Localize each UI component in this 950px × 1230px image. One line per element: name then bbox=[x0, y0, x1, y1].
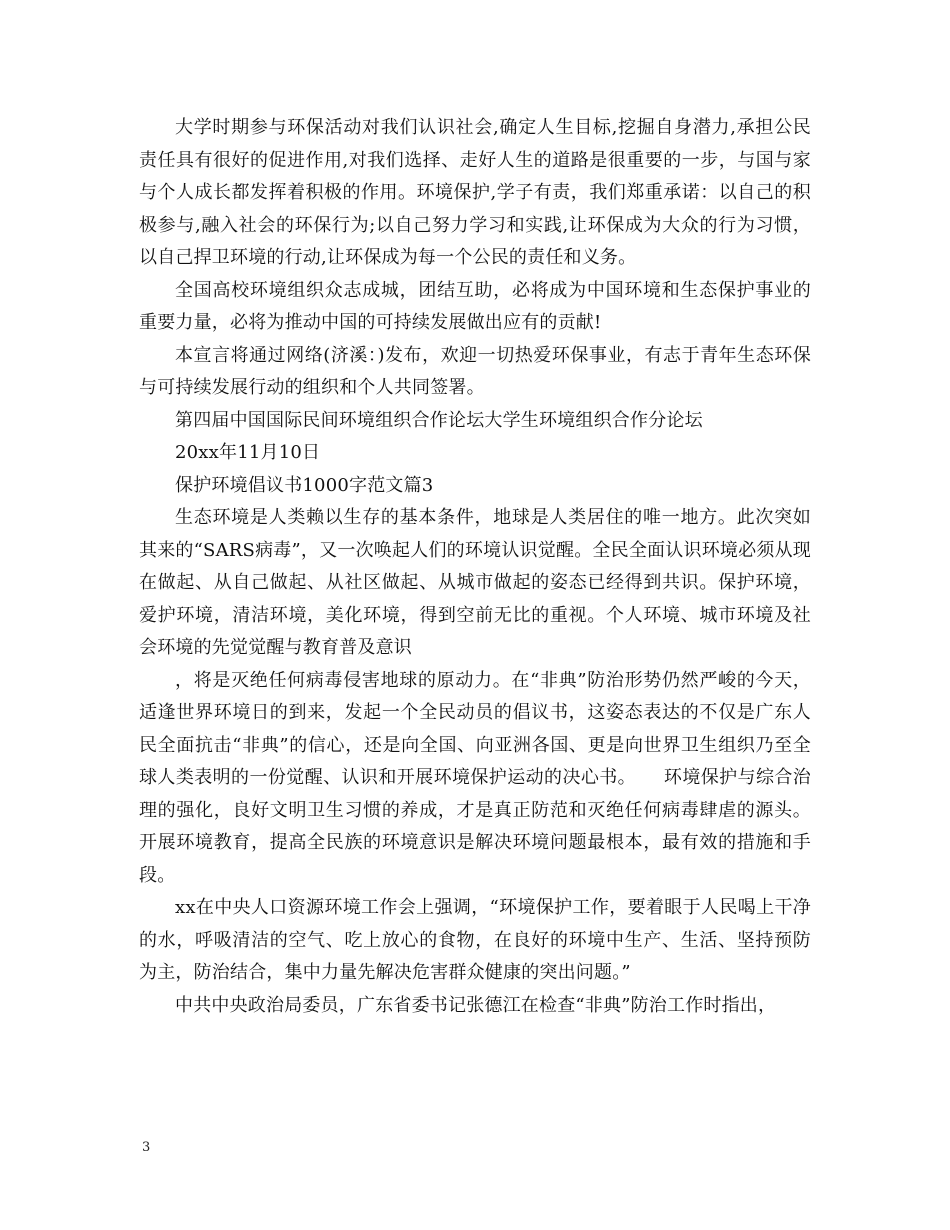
page-number: 3 bbox=[142, 1140, 151, 1155]
paragraph-sars: ，将是灭绝任何病毒侵害地球的原动力。在“非典”防治形势仍然严峻的今天，适逢世界环境日的到来，发起一个全民动员的倡议书，这姿态表达的不仅是广东人民全面抗击“非典”的信心，还是向全国、向亚洲各国、更是向世界卫生组织乃至全球人类表明的一份觉醒、认识和开展环境保护运动的决心书。 环境保护与综合治理的强化，良好文明卫生习惯的养成，才是真正防范和灭绝任何病毒肆虐的源头。开展环境教育，提高全民族的环境意识是解决环境问题最根本，最有效的措施和手段。 bbox=[139, 669, 811, 886]
document-body bbox=[139, 112, 811, 1022]
paragraph-commitment: 大学时期参与环保活动对我们认识社会,确定人生目标,挖掘自身潜力,承担公民责任具有很好的促进作用,对我们选择、走好人生的道路是很重要的一步，与国与家与个人成长都发挥着积极的作用。环境保护,学子有责，我们郑重承诺：以自己的积极参与,融入社会的环保行为;以自己努力学习和实践,让环保成为大众的行为习惯，以自己捍卫环境的行动,让环保成为每一个公民的责任和义务。 bbox=[139, 117, 811, 268]
paragraph-contribution: 全国高校环境组织众志成城，团结互助，必将成为中国环境和生态保护事业的重要力量，必将为推动中国的可持续发展做出应有的贡献! bbox=[139, 279, 811, 333]
paragraph-inspection: 中共中央政治局委员，广东省委书记张德江在检查“非典”防治工作时指出， bbox=[175, 994, 777, 1016]
paragraph-speech: xx在中央人口资源环境工作会上强调，“环境保护工作，要着眼于人民喝上干净的水，呼吸清洁的空气、吃上放心的食物，在良好的环境中生产、生活、坚持预防为主，防治结合，集中力量先解决危害群众健康的突出问题。” bbox=[139, 897, 811, 983]
paragraph-declaration: 本宣言将通过网络(济溪：)发布，欢迎一切热爱环保事业，有志于青年生态环保与可持续发展行动的组织和个人共同签署。 bbox=[139, 344, 811, 398]
paragraph-section-title: 保护环境倡议书1000字范文篇3 bbox=[175, 474, 434, 496]
paragraph-ecology: 生态环境是人类赖以生存的基本条件，地球是人类居住的唯一地方。此次突如其来的“SARS病毒”，又一次唤起人们的环境认识觉醒。全民全面认识环境必须从现在做起、从自己做起、从社区做起、从城市做起的姿态已经得到共识。保护环境，爱护环境，清洁环境，美化环境，得到空前无比的重视。个人环境、城市环境及社会环境的先觉觉醒与教育普及意识 bbox=[139, 507, 811, 658]
paragraph-date: 20xx年11月10日 bbox=[175, 442, 321, 463]
paragraph-organizer: 第四届中国国际民间环境组织合作论坛大学生环境组织合作分论坛 bbox=[175, 409, 703, 431]
